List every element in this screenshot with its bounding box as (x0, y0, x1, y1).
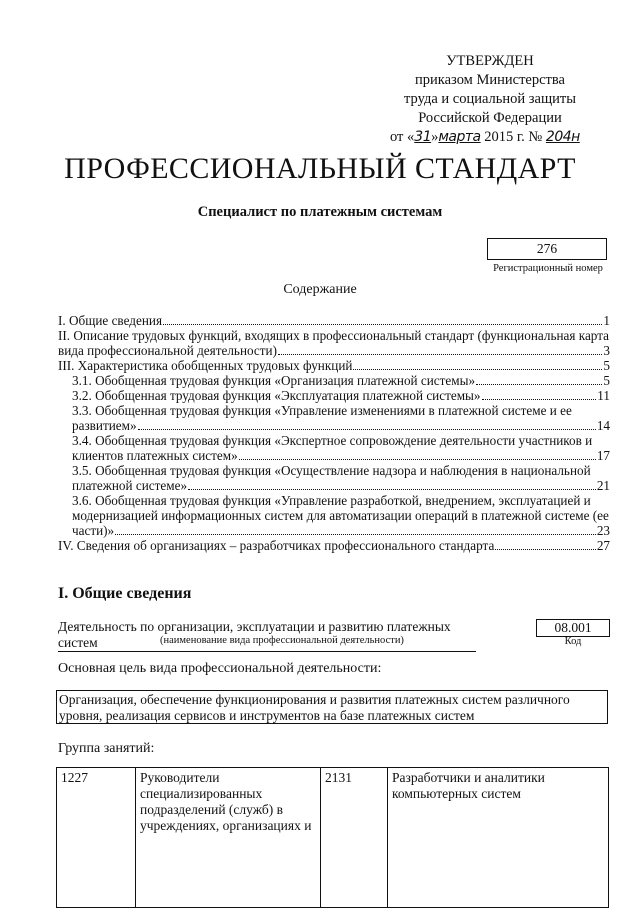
toc-item-page: 23 (596, 523, 610, 538)
code-label: Код (564, 636, 582, 647)
date-mid: » (431, 129, 439, 145)
date-day: 31 (414, 129, 432, 145)
registration-number: 276 (487, 238, 607, 260)
toc-item-3-5[interactable] (58, 463, 610, 493)
toc-item-text-cont: клиентов платежных систем» (72, 448, 238, 463)
date-year: 2015 г. № (484, 129, 543, 145)
toc-item-text-cont: модернизацией информационных систем для автоматизации операций в платежной системе (ее (72, 508, 609, 523)
toc-item-text: 3.2. Обобщенная трудовая функция «Эксплуатация платежной системы» (72, 388, 481, 403)
toc-item-page: 21 (596, 478, 610, 493)
activity-name: Деятельность по организации, эксплуатации и развитию платежных систем (58, 619, 476, 652)
toc-item-page: 17 (596, 448, 610, 463)
toc-heading: Содержание (283, 282, 357, 297)
goal-label: Основная цель вида профессиональной деятельности: (58, 661, 382, 676)
document-subtitle: Специалист по платежным системам (197, 204, 443, 220)
goal-box: Организация, обеспечение функционирования и развития платежных систем различного уровня, реализация сервисов и инструментов на базе платежных систем (56, 690, 608, 724)
toc-item-text-cont: платежной системе» (72, 478, 188, 493)
toc-leader (353, 369, 602, 370)
group-code-cell: 2131 (321, 768, 388, 908)
approval-date (370, 128, 610, 147)
toc-leader (482, 399, 597, 400)
toc-item-text: 3.3. Обобщенная трудовая функция «Управление изменениями в платежной системе и ее (72, 403, 572, 418)
toc-item-3-1[interactable] (58, 373, 610, 388)
section-heading: I. Общие сведения (58, 585, 192, 602)
order-number: 204н (545, 129, 580, 145)
date-prefix: от « (390, 129, 415, 145)
toc-item-text: IV. Сведения об организациях – разработчиках профессионального стандарта (58, 538, 495, 553)
toc-item-3-6[interactable] (58, 493, 610, 538)
group-name-cell: Руководители специализированных подразделений (служб) в учреждениях, организациях и (136, 768, 321, 908)
occupation-group-table (56, 767, 609, 908)
approval-block (370, 52, 610, 147)
toc-leader (115, 534, 596, 535)
toc-item-text-cont: части)» (72, 523, 115, 538)
toc-leader (188, 489, 596, 490)
toc-item-2[interactable] (58, 328, 610, 358)
approval-line4: Российской Федерации (418, 110, 562, 126)
toc-item-text: 3.4. Обобщенная трудовая функция «Экспертное сопровождение деятельности участников и (72, 433, 593, 448)
toc-item-page: 27 (596, 538, 610, 553)
toc-leader (239, 459, 596, 460)
toc-item-page: 5 (603, 373, 610, 388)
toc-item-page: 14 (596, 418, 610, 433)
toc-item-text: I. Общие сведения (58, 313, 163, 328)
toc-leader (495, 549, 595, 550)
toc-item-text: 3.1. Обобщенная трудовая функция «Организация платежной системы» (72, 373, 476, 388)
toc-leader (138, 429, 596, 430)
registration-label: Регистрационный номер (493, 263, 603, 274)
toc-item-3[interactable] (58, 358, 610, 373)
activity-note: (наименование вида профессиональной деятельности) (160, 635, 404, 646)
toc-leader (476, 384, 602, 385)
group-code-cell: 1227 (57, 768, 136, 908)
toc-leader (278, 354, 602, 355)
date-month: марта (438, 129, 481, 145)
toc-item-page: 5 (603, 358, 610, 373)
toc-item-page: 11 (597, 388, 610, 403)
approval-line1: УТВЕРЖДЕН (446, 53, 534, 69)
toc-item-text: III. Характеристика обобщенных трудовых функций (58, 358, 353, 373)
toc-item-1[interactable] (58, 313, 610, 328)
table-of-contents (58, 313, 610, 553)
toc-item-3-3[interactable] (58, 403, 610, 433)
toc-item-3-2[interactable] (58, 388, 610, 403)
toc-item-page: 3 (603, 343, 610, 358)
toc-item-4[interactable] (58, 538, 610, 553)
group-name-cell: Разработчики и аналитики компьютерных систем (388, 768, 609, 908)
group-label: Группа занятий: (58, 741, 155, 756)
toc-item-text-cont: развитием» (72, 418, 137, 433)
toc-item-text-cont: вида профессиональной деятельности) (58, 343, 277, 358)
activity-code: 08.001 (536, 619, 610, 637)
toc-leader (163, 324, 602, 325)
toc-item-3-4[interactable] (58, 433, 610, 463)
toc-item-text: II. Описание трудовых функций, входящих в профессиональный стандарт (функциональная карта (58, 328, 609, 343)
approval-line3: труда и социальной защиты (404, 91, 576, 107)
document-title: ПРОФЕССИОНАЛЬНЫЙ СТАНДАРТ (64, 152, 576, 185)
table-row (57, 768, 609, 908)
toc-item-text: 3.6. Обобщенная трудовая функция «Управление разработкой, внедрением, эксплуатацией и (72, 493, 591, 508)
toc-item-page: 1 (603, 313, 610, 328)
toc-item-text: 3.5. Обобщенная трудовая функция «Осуществление надзора и наблюдения в национальной (72, 463, 591, 478)
approval-line2: приказом Министерства (415, 72, 565, 88)
